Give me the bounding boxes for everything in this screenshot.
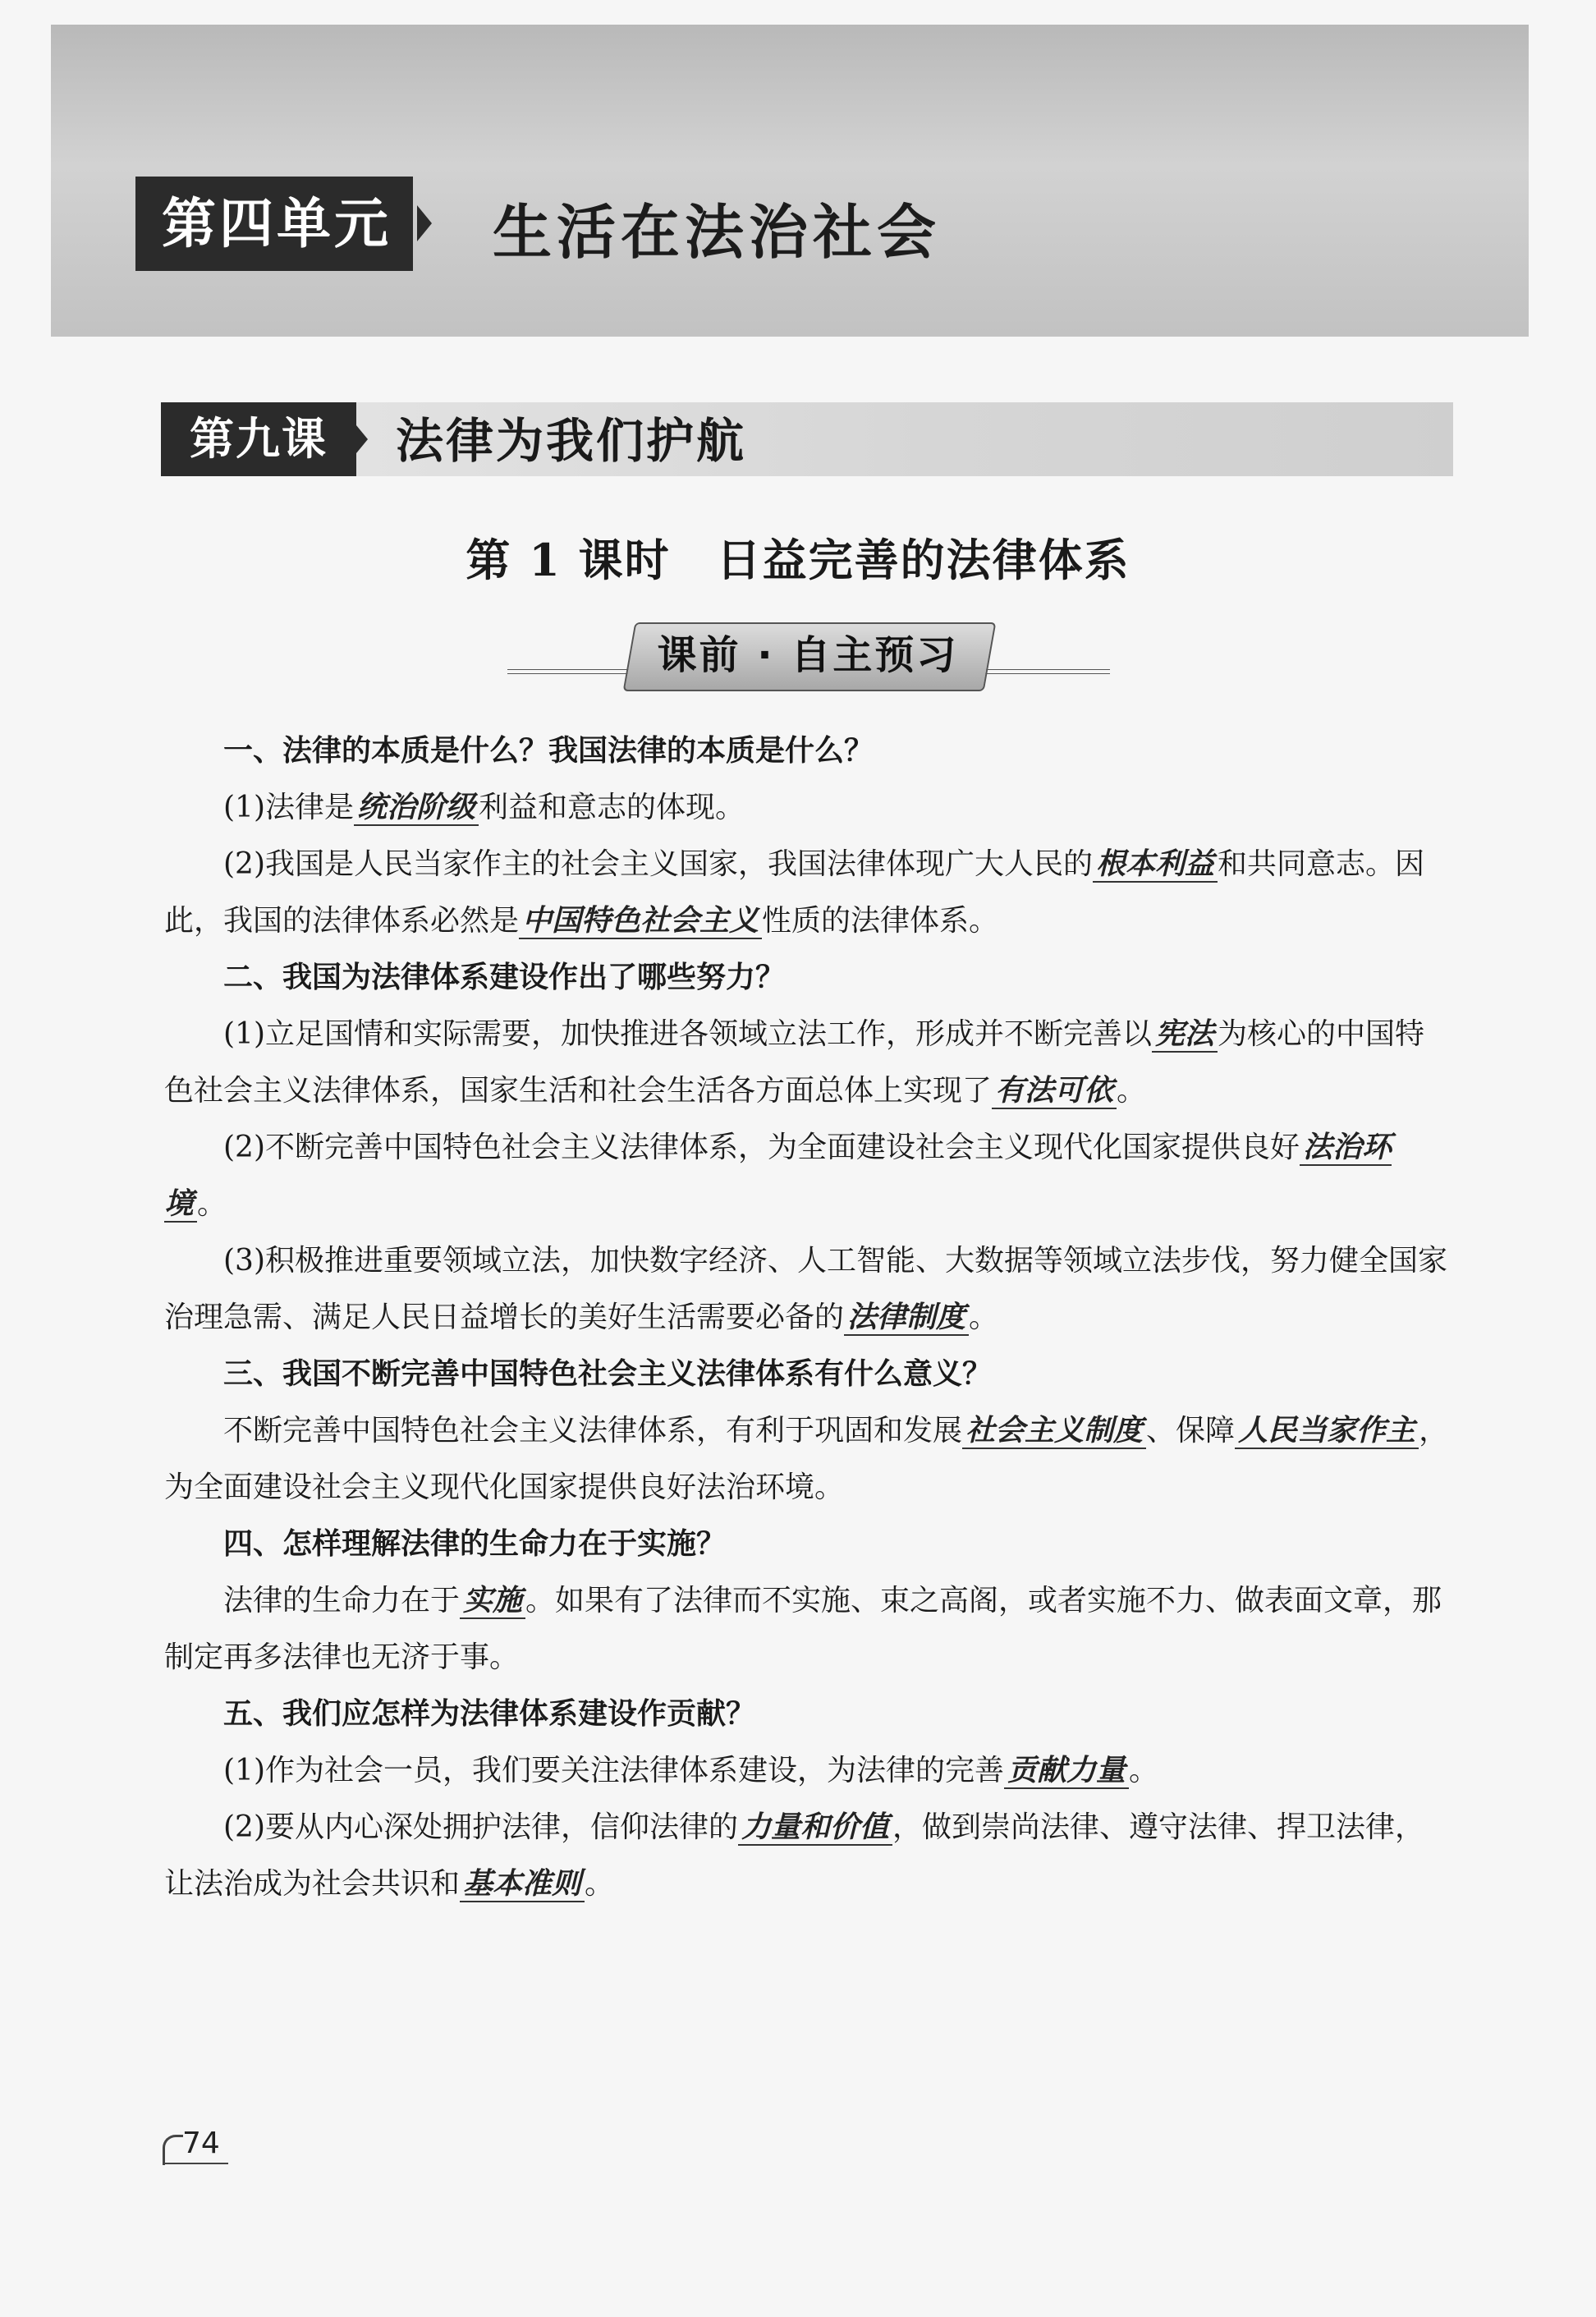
paragraph [164, 1232, 1452, 1346]
question-heading: 一、法律的本质是什么？我国法律的本质是什么？ [223, 734, 874, 768]
text: 。 [585, 1867, 615, 1901]
lesson-label-arrow [356, 425, 368, 453]
answer-fill: 有法可依 [992, 1074, 1117, 1109]
answer-fill: 法律制度 [844, 1301, 969, 1336]
paragraph [164, 1402, 1452, 1516]
paragraph [164, 779, 1452, 836]
answer-fill: 人民当家作主 [1235, 1414, 1419, 1449]
text: (1)法律是 [223, 791, 354, 824]
answer-fill: 实施 [460, 1584, 525, 1619]
text: 法律的生命力在于 [223, 1584, 461, 1617]
section-title: 课前 · 自主预习 [657, 632, 959, 678]
text: 利益和意志的体现。 [479, 791, 745, 824]
answer-fill: 根本利益 [1093, 847, 1218, 883]
paragraph [164, 1799, 1452, 1912]
text: (3)积极推进重要领域立法，加快数字经济、人工智能、大数据等领域立法步伐，努力健全国家治理急需、满足人民日益增长的美好生活需要必备的 [164, 1244, 1447, 1334]
text: 不断完善中国特色社会主义法律体系，有利于巩固和发展 [223, 1414, 963, 1448]
text: 。 [1129, 1754, 1159, 1787]
page-number-ornament [163, 2135, 183, 2165]
text: (1)作为社会一员，我们要关注法律体系建设，为法律的完善 [223, 1754, 1004, 1787]
answer-fill: 宪法 [1152, 1017, 1218, 1053]
text: 为核心的中国特色社会主义法律体系，国家生活和社会生活各方面总体上实现了 [164, 1017, 1425, 1108]
preview-content [164, 723, 1452, 1912]
answer-fill: 中国特色社会主义 [519, 904, 762, 939]
unit-label: 第四单元 [135, 177, 413, 271]
lesson-title: 法律为我们护航 [396, 413, 747, 469]
answer-fill: 力量和价值 [738, 1810, 892, 1846]
unit-title: 生活在法治社会 [493, 197, 942, 267]
text: (2)要从内心深处拥护法律，信仰法律的 [223, 1810, 738, 1844]
section-rule-right [985, 669, 1110, 674]
text: ，为全面建设社会主义现代化国家提供良好法治环境。 [164, 1414, 1449, 1504]
answer-fill: 社会主义制度 [962, 1414, 1146, 1449]
paragraph [164, 1572, 1452, 1686]
text: 、保障 [1146, 1414, 1236, 1448]
answer-fill: 统治阶级 [354, 791, 479, 826]
question-heading: 五、我们应怎样为法律体系建设作贡献？ [223, 1697, 756, 1731]
paragraph [164, 1742, 1452, 1799]
text: 和共同意志。因此，我国的法律体系必然是 [164, 847, 1425, 938]
question-heading: 四、怎样理解法律的生命力在于实施？ [223, 1527, 727, 1561]
text: 性质的法律体系。 [762, 904, 999, 938]
paragraph [164, 836, 1452, 949]
answer-fill: 贡献力量 [1004, 1754, 1129, 1789]
lesson-label: 第九课 [161, 402, 356, 476]
question-heading: 二、我国为法律体系建设作出了哪些努力？ [223, 961, 786, 994]
paragraph [164, 1119, 1452, 1232]
text: 。 [197, 1187, 227, 1221]
text: ，做到崇尚法律、遵守法律、捍卫法律，让法治成为社会共识和 [164, 1810, 1425, 1901]
text: 。如果有了法律而不实施、束之高阁，或者实施不力、做表面文章，那制定再多法律也无济于事。 [164, 1584, 1442, 1674]
question-heading: 三、我国不断完善中国特色社会主义法律体系有什么意义？ [223, 1357, 993, 1391]
text: 。 [1117, 1074, 1147, 1108]
text: (2)我国是人民当家作主的社会主义国家，我国法律体现广大人民的 [223, 847, 1093, 881]
text: 。 [969, 1301, 999, 1334]
page-number: 74 [182, 2127, 220, 2160]
section-rule-left [507, 669, 631, 674]
answer-fill: 法治环境 [164, 1131, 1392, 1221]
text: (2)不断完善中国特色社会主义法律体系，为全面建设社会主义现代化国家提供良好 [223, 1131, 1300, 1164]
unit-label-arrow [417, 205, 432, 241]
answer-fill: 基本准则 [460, 1867, 585, 1902]
text: (1)立足国情和实际需要，加快推进各领域立法工作，形成并不断完善以 [223, 1017, 1152, 1051]
page-number-underline [163, 2163, 228, 2164]
period-title: 第 1 课时 日益完善的法律体系 [466, 534, 1130, 586]
paragraph [164, 1006, 1452, 1119]
